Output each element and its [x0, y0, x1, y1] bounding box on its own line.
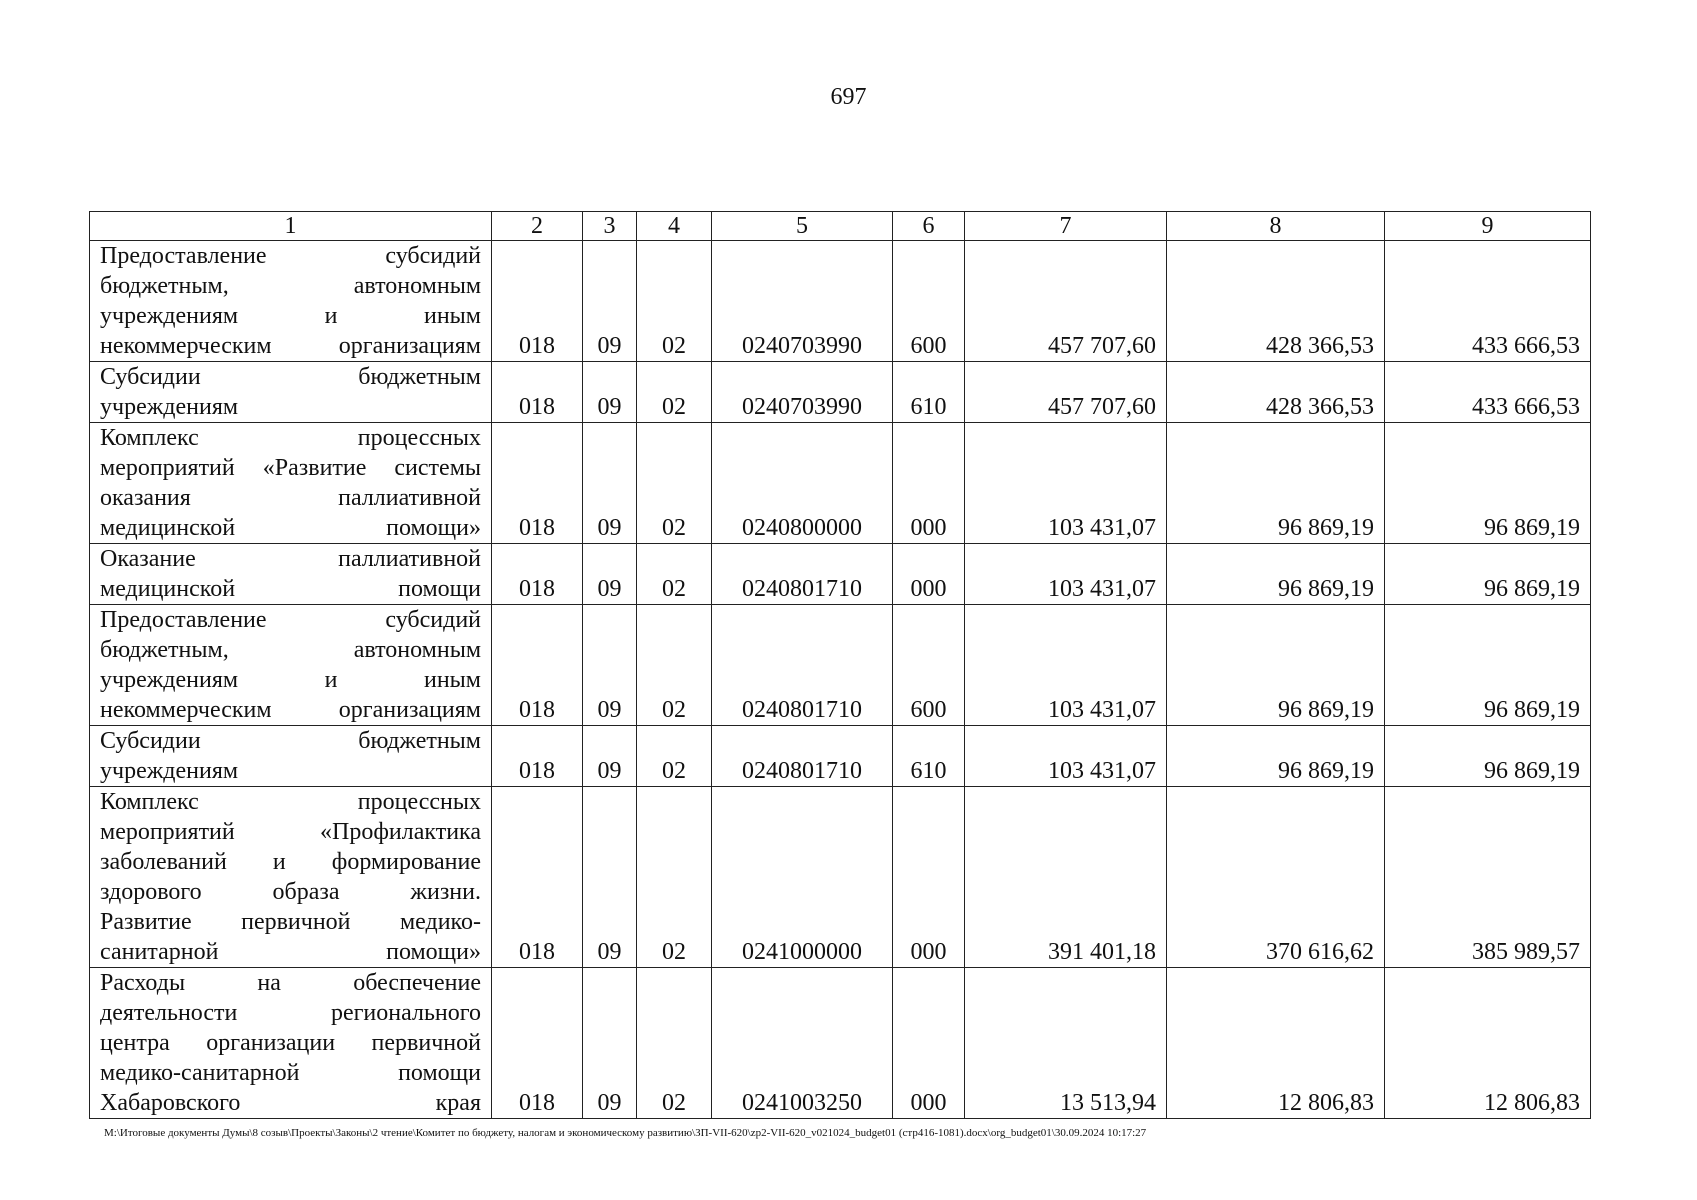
cell-target-article: 0241003250 — [712, 968, 893, 1119]
page-number: 697 — [830, 84, 867, 110]
cell-expense-type: 610 — [893, 362, 965, 423]
column-header: 1 — [90, 212, 492, 241]
cell-admin-code: 018 — [492, 605, 583, 726]
item-name-line: некоммерческим организациям — [100, 697, 481, 723]
cell-admin-code: 018 — [492, 726, 583, 787]
item-name-line: Предоставление субсидий — [100, 607, 481, 633]
table-row — [90, 605, 1591, 726]
cell-admin-code: 018 — [492, 362, 583, 423]
cell-target-article: 0240703990 — [712, 362, 893, 423]
cell-target-article: 0241000000 — [712, 787, 893, 968]
cell-item-name — [90, 362, 492, 423]
cell-expense-type: 000 — [893, 544, 965, 605]
item-name-line: бюджетным, автономным — [100, 637, 481, 663]
cell-amount-col9: 96 869,19 — [1385, 726, 1591, 787]
cell-target-article: 0240800000 — [712, 423, 893, 544]
item-name-line: учреждениям и иным — [100, 303, 481, 329]
cell-amount-col9: 96 869,19 — [1385, 544, 1591, 605]
cell-item-name — [90, 726, 492, 787]
cell-amount-col9: 385 989,57 — [1385, 787, 1591, 968]
cell-section: 09 — [583, 544, 637, 605]
item-name-line: Развитие первичной медико- — [100, 909, 481, 935]
cell-expense-type: 000 — [893, 787, 965, 968]
cell-expense-type: 600 — [893, 605, 965, 726]
item-name-line: оказания паллиативной — [100, 485, 481, 511]
item-name-line: Субсидии бюджетным — [100, 728, 481, 754]
cell-expense-type: 000 — [893, 423, 965, 544]
column-header: 2 — [492, 212, 583, 241]
item-name-line: санитарной помощи» — [100, 939, 481, 965]
cell-subsection: 02 — [637, 241, 712, 362]
column-header: 3 — [583, 212, 637, 241]
cell-target-article: 0240801710 — [712, 605, 893, 726]
column-header: 4 — [637, 212, 712, 241]
cell-expense-type: 000 — [893, 968, 965, 1119]
cell-subsection: 02 — [637, 362, 712, 423]
cell-admin-code: 018 — [492, 968, 583, 1119]
item-name-line: Предоставление субсидий — [100, 243, 481, 269]
item-name-line: медико-санитарной помощи — [100, 1060, 481, 1086]
item-name-line: Оказание паллиативной — [100, 546, 481, 572]
cell-item-name — [90, 968, 492, 1119]
cell-item-name — [90, 787, 492, 968]
cell-amount-col8: 12 806,83 — [1167, 968, 1385, 1119]
cell-amount-col7: 103 431,07 — [965, 726, 1167, 787]
cell-amount-col7: 457 707,60 — [965, 241, 1167, 362]
table-row — [90, 726, 1591, 787]
column-header: 9 — [1385, 212, 1591, 241]
table-row — [90, 362, 1591, 423]
item-name-line: здорового образа жизни. — [100, 879, 481, 905]
cell-target-article: 0240801710 — [712, 726, 893, 787]
table-row — [90, 423, 1591, 544]
item-name-line: Расходы на обеспечение — [100, 970, 481, 996]
cell-amount-col7: 103 431,07 — [965, 423, 1167, 544]
cell-subsection: 02 — [637, 968, 712, 1119]
cell-amount-col9: 96 869,19 — [1385, 423, 1591, 544]
budget-table — [89, 211, 1591, 1119]
cell-amount-col8: 370 616,62 — [1167, 787, 1385, 968]
item-name-line: некоммерческим организациям — [100, 333, 481, 359]
cell-subsection: 02 — [637, 787, 712, 968]
cell-amount-col7: 103 431,07 — [965, 605, 1167, 726]
table-row — [90, 968, 1591, 1119]
cell-amount-col9: 96 869,19 — [1385, 605, 1591, 726]
cell-amount-col8: 428 366,53 — [1167, 362, 1385, 423]
cell-subsection: 02 — [637, 423, 712, 544]
cell-section: 09 — [583, 726, 637, 787]
table-header-row — [90, 212, 1591, 241]
cell-amount-col7: 391 401,18 — [965, 787, 1167, 968]
document-file-path: М:\Итоговые документы Думы\8 созыв\Проекты\Законы\2 чтение\Комитет по бюджету, налогам и экономическому развитию\ЗП-VII-620\zp2-VII-620_v021024_budget01 (стр416-1081).docx\org_budget01\30.09.2024 10:17:27 — [104, 1127, 1147, 1139]
cell-amount-col7: 13 513,94 — [965, 968, 1167, 1119]
item-name-line: медицинской помощи» — [100, 515, 481, 541]
item-name-line: центра организации первичной — [100, 1030, 481, 1056]
cell-section: 09 — [583, 241, 637, 362]
item-name-line: Субсидии бюджетным — [100, 364, 481, 390]
column-header: 8 — [1167, 212, 1385, 241]
cell-admin-code: 018 — [492, 544, 583, 605]
item-name-line: учреждениям — [100, 394, 239, 420]
cell-amount-col8: 96 869,19 — [1167, 726, 1385, 787]
item-name-line: Хабаровского края — [100, 1090, 481, 1116]
item-name-line: мероприятий «Профилактика — [100, 819, 481, 845]
cell-amount-col8: 428 366,53 — [1167, 241, 1385, 362]
cell-amount-col8: 96 869,19 — [1167, 605, 1385, 726]
cell-admin-code: 018 — [492, 241, 583, 362]
cell-subsection: 02 — [637, 544, 712, 605]
cell-expense-type: 600 — [893, 241, 965, 362]
cell-amount-col8: 96 869,19 — [1167, 544, 1385, 605]
column-header: 7 — [965, 212, 1167, 241]
item-name-line: Комплекс процессных — [100, 425, 481, 451]
cell-amount-col7: 457 707,60 — [965, 362, 1167, 423]
table-row — [90, 241, 1591, 362]
item-name-line: медицинской помощи — [100, 576, 481, 602]
item-name-line: учреждениям — [100, 758, 239, 784]
cell-target-article: 0240703990 — [712, 241, 893, 362]
cell-section: 09 — [583, 362, 637, 423]
item-name-line: Комплекс процессных — [100, 789, 481, 815]
cell-subsection: 02 — [637, 726, 712, 787]
item-name-line: учреждениям и иным — [100, 667, 481, 693]
item-name-line: деятельности регионального — [100, 1000, 481, 1026]
cell-item-name — [90, 423, 492, 544]
item-name-line: заболеваний и формирование — [100, 849, 481, 875]
cell-amount-col7: 103 431,07 — [965, 544, 1167, 605]
cell-amount-col9: 433 666,53 — [1385, 362, 1591, 423]
cell-section: 09 — [583, 605, 637, 726]
cell-amount-col9: 12 806,83 — [1385, 968, 1591, 1119]
cell-item-name — [90, 544, 492, 605]
column-header: 5 — [712, 212, 893, 241]
cell-expense-type: 610 — [893, 726, 965, 787]
cell-section: 09 — [583, 423, 637, 544]
cell-section: 09 — [583, 787, 637, 968]
column-header: 6 — [893, 212, 965, 241]
table-row — [90, 787, 1591, 968]
cell-admin-code: 018 — [492, 787, 583, 968]
cell-item-name — [90, 241, 492, 362]
table-row — [90, 544, 1591, 605]
cell-admin-code: 018 — [492, 423, 583, 544]
item-name-line: мероприятий «Развитие системы — [100, 455, 481, 481]
cell-item-name — [90, 605, 492, 726]
cell-section: 09 — [583, 968, 637, 1119]
cell-amount-col9: 433 666,53 — [1385, 241, 1591, 362]
cell-target-article: 0240801710 — [712, 544, 893, 605]
item-name-line: бюджетным, автономным — [100, 273, 481, 299]
cell-subsection: 02 — [637, 605, 712, 726]
cell-amount-col8: 96 869,19 — [1167, 423, 1385, 544]
